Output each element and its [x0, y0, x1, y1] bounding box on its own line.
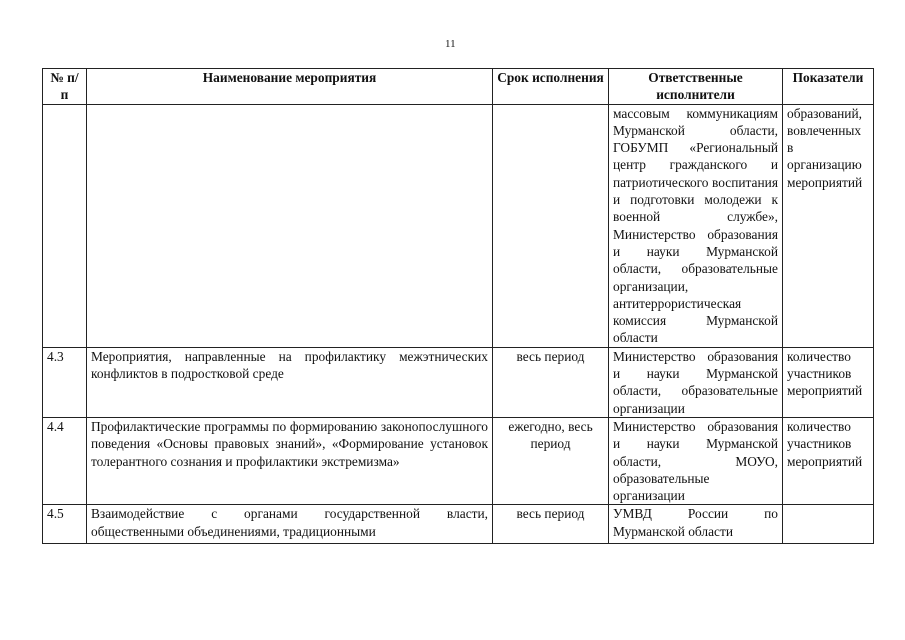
- measures-table: [42, 68, 874, 544]
- header-executors: Ответственные исполнители: [609, 69, 783, 105]
- table-row: [43, 104, 874, 347]
- cell-term: весь период: [493, 347, 609, 417]
- cell-name: Взаимодействие с органами государственной власти, общественными объединениями, традиционными: [87, 505, 493, 544]
- table-row: [43, 505, 874, 544]
- header-num: № п/п: [43, 69, 87, 105]
- cell-indicators: количество участников мероприятий: [783, 417, 874, 504]
- cell-term: [493, 104, 609, 347]
- table-header-row: [43, 69, 874, 105]
- cell-name: Профилактические программы по формированию законопослушного поведения «Основы правовых знаний», «Формирование установок толерантного сознания и профилактики экстремизма»: [87, 417, 493, 504]
- table-row: [43, 347, 874, 417]
- cell-executors: Министерство образования и науки Мурманской области, МОУО, образовательные организации: [609, 417, 783, 504]
- cell-indicators: образований, вовлеченных в организацию мероприятий: [783, 104, 874, 347]
- header-term: Срок исполнения: [493, 69, 609, 105]
- cell-term: ежегодно, весь период: [493, 417, 609, 504]
- cell-executors: Министерство образования и науки Мурманской области, образовательные организации: [609, 347, 783, 417]
- cell-num: 4.4: [43, 417, 87, 504]
- cell-name: Мероприятия, направленные на профилактику межэтнических конфликтов в подростковой среде: [87, 347, 493, 417]
- cell-num: 4.5: [43, 505, 87, 544]
- cell-indicators: количество участников мероприятий: [783, 347, 874, 417]
- table-row: [43, 417, 874, 504]
- header-name: Наименование мероприятия: [87, 69, 493, 105]
- cell-executors: массовым коммуникациям Мурманской области, ГОБУМП «Региональный центр гражданского и патриотического воспитания и подготовки молодежи к военной службе», Министерство образования и науки Мурманской области, образовательные организации, антитеррористическая комиссия Мурманской области: [609, 104, 783, 347]
- cell-num: 4.3: [43, 347, 87, 417]
- cell-indicators: [783, 505, 874, 544]
- header-indicators: Показатели: [783, 69, 874, 105]
- cell-num: [43, 104, 87, 347]
- page-number: 11: [445, 38, 456, 50]
- cell-executors: УМВД России по Мурманской области: [609, 505, 783, 544]
- cell-name: [87, 104, 493, 347]
- cell-term: весь период: [493, 505, 609, 544]
